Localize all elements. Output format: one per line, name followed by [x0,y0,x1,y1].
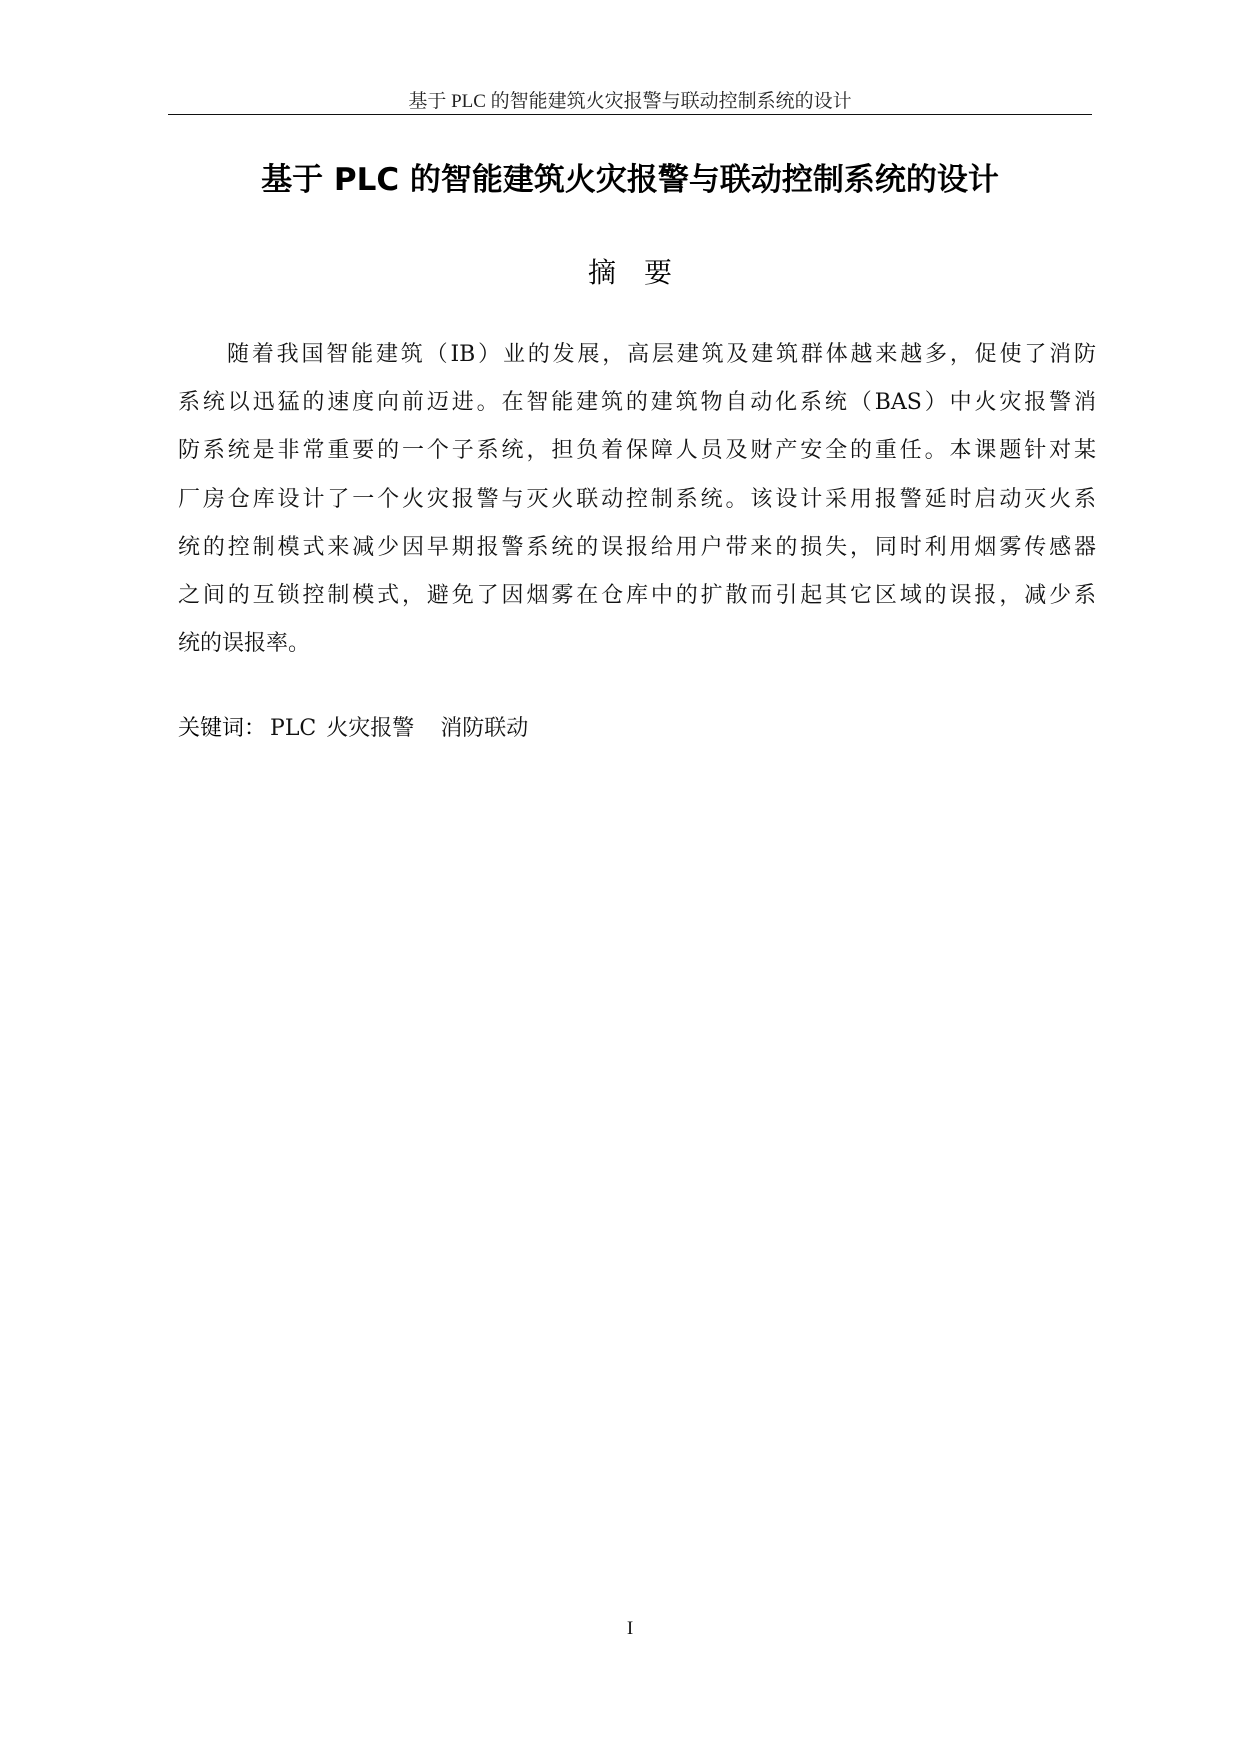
header-rule [168,114,1092,115]
abstract-line: 随着我国智能建筑（IB）业的发展，高层建筑及建筑群体越来越多，促使了消防 [227,342,1096,367]
abstract-heading: 摘要 [587,256,700,289]
page-number: I [626,1618,634,1639]
abstract-body [178,331,1096,668]
abstract-line: 厂房仓库设计了一个火灾报警与灭火联动控制系统。该设计采用报警延时启动灭火系 [178,486,1096,512]
keyword: 消防联动 [440,716,529,741]
abstract-line: 统的误报率。 [178,631,311,657]
abstract-line: 系统以迅猛的速度向前迈进。在智能建筑的建筑物自动化系统（BAS）中火灾报警消 [178,390,1096,416]
running-header: 基于 PLC 的智能建筑火灾报警与联动控制系统的设计 [408,91,852,112]
abstract-line: 之间的互锁控制模式，避免了因烟雾在仓库中的扩散而引起其它区域的误报，减少系 [178,583,1096,609]
keyword: PLC [270,716,317,741]
abstract-line: 防系统是非常重要的一个子系统，担负着保障人员及财产安全的重任。本课题针对某 [178,438,1096,464]
keyword: 火灾报警 [326,716,415,741]
keywords [178,713,528,745]
page-title: 基于 PLC 的智能建筑火灾报警与联动控制系统的设计 [261,162,999,198]
keywords-label: 关键词： [178,716,267,741]
abstract-line: 统的控制模式来减少因早期报警系统的误报给用户带来的损失，同时利用烟雾传感器 [178,534,1096,560]
